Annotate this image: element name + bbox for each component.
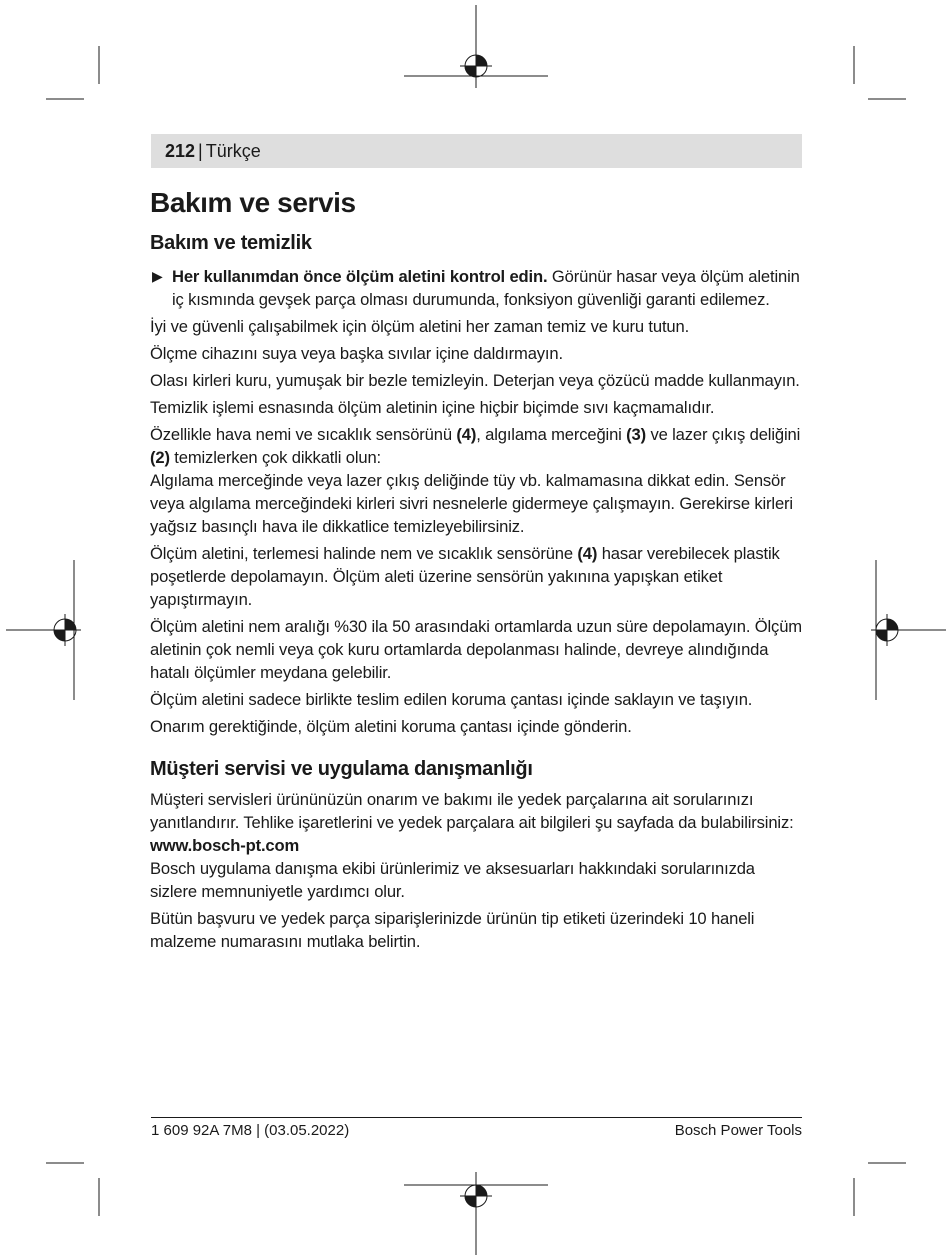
footer-brand: Bosch Power Tools (674, 1122, 802, 1139)
section-heading-maintenance: Bakım ve temizlik (150, 232, 312, 254)
page-content (150, 180, 805, 953)
paragraph: Onarım gerektiğinde, ölçüm aletini koruma çantası içinde gönderin. (150, 717, 632, 736)
ref-number: (3) (626, 425, 646, 444)
text-run: hasar verebilecek plastik poşetlerde depolamayın. Ölçüm aleti üzerine sensörün yakınına yapışkan etiket yapıştırmayın. (150, 544, 780, 609)
paragraph (150, 423, 805, 469)
ref-number: (4) (456, 425, 477, 444)
header-language: Türkçe (205, 141, 261, 161)
paragraph: İyi ve güvenli çalışabilmek için ölçüm aletini her zaman temiz ve kuru tutun. (150, 317, 690, 336)
page-title: Bakım ve servis (150, 187, 356, 218)
ref-number: (4) (577, 544, 598, 563)
bullet-check-before-use (150, 265, 805, 311)
page-number: 212 (165, 141, 196, 161)
text-run: ve lazer çıkış deliğini (646, 425, 801, 444)
paragraph (150, 542, 805, 611)
footer-doc-number: 1 609 92A 7M8 | (03.05.2022) (151, 1122, 350, 1139)
paragraph: Ölçüm aletini nem aralığı %30 ila 50 arasındaki ortamlarda uzun süre depolamayın. Ölçüm aletinin çok nemli veya çok kuru ortamlarda depolanması halinde, devreye alındığında hatalı ölçümler meydana gelebilir. (150, 617, 802, 682)
bullet-text: Görünür hasar veya ölçüm aletinin iç kısmında gevşek parça olması durumunda, fonksiyon güvenliği garanti edilemez. (172, 267, 800, 309)
page-header (151, 134, 802, 168)
paragraph: Ölçme cihazını suya veya başka sıvılar içine daldırmayın. (150, 344, 563, 363)
triangle-bullet-icon: ▶ (152, 268, 163, 284)
ref-number: (2) (150, 448, 170, 467)
text-run: Müşteri servisleri ürününüzün onarım ve bakımı ile yedek parçalarına ait sorularınızı yanıtlandırır. Tehlike işaretlerini ve yedek parçalara ait bilgileri şu sayfada da bulabilirsiniz: (150, 790, 794, 832)
text-run: Ölçüm aletini, terlemesi halinde nem ve sıcaklık sensörüne (150, 544, 578, 563)
website-link[interactable]: www.bosch-pt.com (150, 836, 300, 855)
paragraph (150, 788, 805, 857)
paragraph: Bosch uygulama danışma ekibi ürünlerimiz ve aksesuarları hakkındaki sorularınızda sizlere memnuniyetle yardımcı olur. (150, 859, 755, 901)
bullet-bold-text: Her kullanımdan önce ölçüm aletini kontrol edin. (172, 267, 548, 286)
paragraph: Bütün başvuru ve yedek parça siparişlerinizde ürünün tip etiketi üzerindeki 10 haneli malzeme numarasını mutlaka belirtin. (150, 909, 755, 951)
paragraph: Ölçüm aletini sadece birlikte teslim edilen koruma çantası içinde saklayın ve taşıyın. (150, 690, 753, 709)
text-run: Özellikle hava nemi ve sıcaklık sensörünü (150, 425, 457, 444)
header-separator: | (198, 141, 203, 161)
page-footer (151, 1117, 802, 1141)
section-heading-customer-service: Müşteri servisi ve uygulama danışmanlığı (150, 758, 533, 780)
paragraph: Algılama merceğinde veya lazer çıkış deliğinde tüy vb. kalmamasına dikkat edin. Sensör veya algılama merceğindeki kirleri sivri nesnelerle gidermeye çalışmayın. Gerekirse kirleri yağsız basınçlı hava ile dikkatlice temizleyebilirsiniz. (150, 471, 793, 536)
text-run: , algılama merceğini (476, 425, 627, 444)
text-run: temizlerken çok dikkatli olun: (169, 448, 382, 467)
paragraph: Temizlik işlemi esnasında ölçüm aletinin içine hiçbir biçimde sıvı kaçmamalıdır. (150, 398, 715, 417)
paragraph: Olası kirleri kuru, yumuşak bir bezle temizleyin. Deterjan veya çözücü madde kullanmayın. (150, 371, 800, 390)
